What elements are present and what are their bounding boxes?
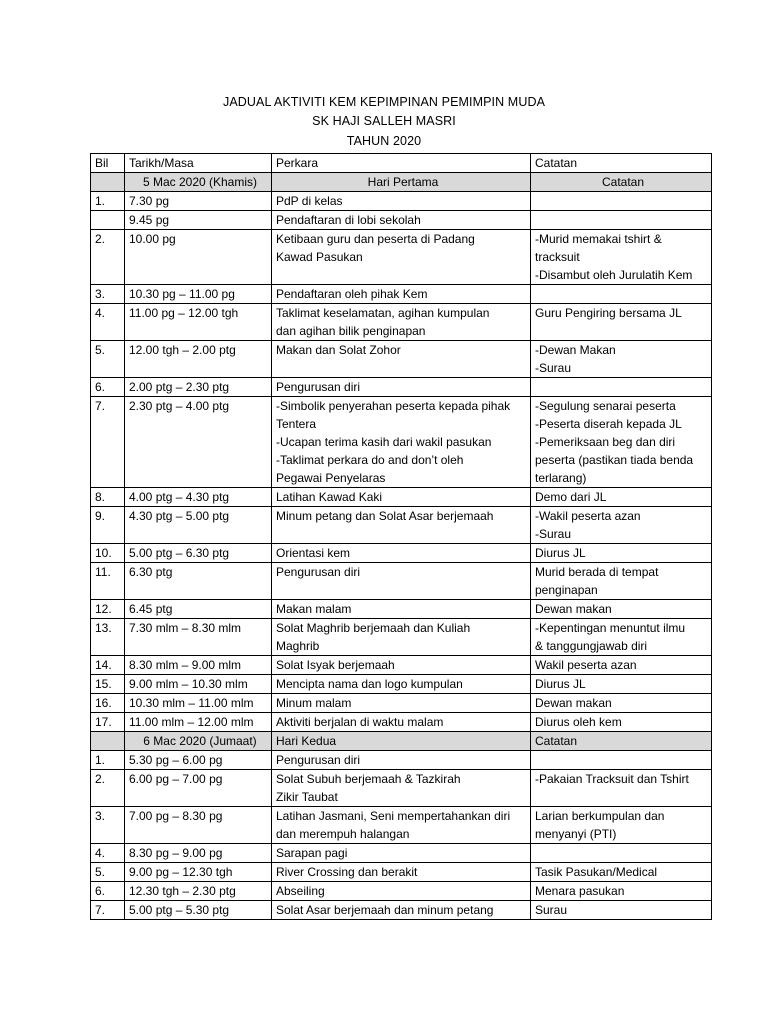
header-perkara: Perkara (272, 154, 531, 173)
cell-catatan (531, 882, 712, 901)
cell-tarikh-masa: 5.30 pg – 6.00 pg (125, 751, 272, 770)
cell-catatan (531, 713, 712, 732)
cell-bil (91, 173, 125, 192)
cell-catatan (531, 600, 712, 619)
cell-bil: 5. (91, 341, 125, 378)
catatan-line: Diurus JL (535, 677, 586, 691)
cell-catatan (531, 304, 712, 341)
cell-tarikh-masa: 4.00 ptg – 4.30 ptg (125, 488, 272, 507)
cell-tarikh-masa: 8.30 mlm – 9.00 mlm (125, 656, 272, 675)
cell-catatan (531, 285, 712, 304)
cell-tarikh-masa: 12.00 tgh – 2.00 ptg (125, 341, 272, 378)
catatan-line: menyanyi (PTI) (535, 827, 617, 841)
perkara-line: Aktiviti berjalan di waktu malam (276, 715, 444, 729)
cell-catatan (531, 211, 712, 230)
catatan-line: Catatan (601, 175, 645, 189)
cell-tarikh-masa: 2.00 ptg – 2.30 ptg (125, 378, 272, 397)
cell-perkara (272, 675, 531, 694)
table-row (91, 192, 712, 211)
cell-bil: 3. (91, 807, 125, 844)
cell-perkara (272, 807, 531, 844)
table-row (91, 863, 712, 882)
catatan-line: terlarang) (535, 471, 587, 485)
perkara-line: Zikir Taubat (276, 790, 338, 804)
cell-catatan (531, 732, 712, 751)
cell-tarikh-masa: 5.00 ptg – 5.30 ptg (125, 901, 272, 920)
cell-bil: 4. (91, 304, 125, 341)
table-row (91, 211, 712, 230)
table-row (91, 378, 712, 397)
cell-bil: 13. (91, 619, 125, 656)
table-row (91, 397, 712, 488)
catatan-line: Catatan (535, 734, 578, 748)
cell-perkara (272, 488, 531, 507)
cell-perkara (272, 397, 531, 488)
perkara-line: Ketibaan guru dan peserta di Padang (276, 232, 475, 246)
cell-perkara (272, 844, 531, 863)
cell-tarikh-masa: 6.00 pg – 7.00 pg (125, 770, 272, 807)
catatan-line: peserta (pastikan tiada benda (535, 453, 694, 467)
perkara-line: Abseiling (276, 884, 325, 898)
cell-perkara (272, 882, 531, 901)
cell-perkara (272, 656, 531, 675)
perkara-line: Makan malam (276, 602, 352, 616)
cell-bil: 3. (91, 285, 125, 304)
perkara-line: Solat Isyak berjemaah (276, 658, 395, 672)
perkara-line: River Crossing dan berakit (276, 865, 418, 879)
cell-tarikh-masa: 6 Mac 2020 (Jumaat) (125, 732, 272, 751)
day-header-row (91, 173, 712, 192)
catatan-line: -Surau (535, 527, 572, 541)
cell-bil: 16. (91, 694, 125, 713)
catatan-line: -Pemeriksaan beg dan diri (535, 435, 676, 449)
cell-perkara (272, 285, 531, 304)
perkara-line: PdP di kelas (276, 194, 343, 208)
cell-bil: 12. (91, 600, 125, 619)
table-row (91, 544, 712, 563)
table-row (91, 901, 712, 920)
header-tarikh-masa: Tarikh/Masa (125, 154, 272, 173)
catatan-line: Surau (535, 903, 568, 917)
cell-bil: 1. (91, 751, 125, 770)
cell-catatan (531, 173, 712, 192)
table-row (91, 882, 712, 901)
cell-catatan (531, 807, 712, 844)
cell-perkara (272, 211, 531, 230)
table-row (91, 341, 712, 378)
catatan-line: Dewan makan (535, 696, 612, 710)
cell-perkara (272, 901, 531, 920)
catatan-line: -Disambut oleh Jurulatih Kem (535, 268, 693, 282)
perkara-line: Pengurusan diri (276, 753, 361, 767)
table-header-row (91, 154, 712, 173)
perkara-line: Pengurusan diri (276, 380, 361, 394)
perkara-line: -Simbolik penyerahan peserta kepada pihak (276, 399, 511, 413)
cell-perkara (272, 378, 531, 397)
catatan-line: -Pakaian Tracksuit dan Tshirt (535, 772, 689, 786)
catatan-line: Murid berada di tempat (535, 565, 659, 579)
table-row (91, 694, 712, 713)
cell-tarikh-masa: 11.00 pg – 12.00 tgh (125, 304, 272, 341)
table-row (91, 507, 712, 544)
header-bil: Bil (91, 154, 125, 173)
perkara-line: Minum petang dan Solat Asar berjemaah (276, 509, 494, 523)
cell-bil: 4. (91, 844, 125, 863)
catatan-line: -Peserta diserah kepada JL (535, 417, 682, 431)
year-title: TAHUN 2020 (346, 134, 422, 148)
cell-tarikh-masa: 9.00 pg – 12.30 tgh (125, 863, 272, 882)
cell-tarikh-masa: 6.45 ptg (125, 600, 272, 619)
school-name: SK HAJI SALLEH MASRI (312, 114, 456, 128)
table-row (91, 675, 712, 694)
catatan-line: Tasik Pasukan/Medical (535, 865, 658, 879)
cell-tarikh-masa: 10.00 pg (125, 230, 272, 285)
catatan-line: penginapan (535, 583, 598, 597)
cell-bil: 17. (91, 713, 125, 732)
perkara-line: Makan dan Solat Zohor (276, 343, 401, 357)
cell-bil: 6. (91, 882, 125, 901)
cell-catatan (531, 544, 712, 563)
cell-bil: 2. (91, 770, 125, 807)
cell-catatan (531, 770, 712, 807)
cell-tarikh-masa: 7.30 pg (125, 192, 272, 211)
table-row (91, 488, 712, 507)
cell-bil: 1. (91, 192, 125, 211)
cell-tarikh-masa: 10.30 pg – 11.00 pg (125, 285, 272, 304)
cell-perkara (272, 341, 531, 378)
header-catatan: Catatan (531, 154, 712, 173)
cell-perkara (272, 507, 531, 544)
cell-tarikh-masa: 9.45 pg (125, 211, 272, 230)
table-row (91, 619, 712, 656)
perkara-line: Latihan Kawad Kaki (276, 490, 383, 504)
cell-bil: 2. (91, 230, 125, 285)
perkara-line: Tentera (276, 417, 317, 431)
perkara-line: Orientasi kem (276, 546, 351, 560)
perkara-line: Taklimat keselamatan, agihan kumpulan (276, 306, 490, 320)
perkara-line: Maghrib (276, 639, 320, 653)
perkara-line: -Taklimat perkara do and don’t oleh (276, 453, 464, 467)
cell-bil: 14. (91, 656, 125, 675)
perkara-line: Pendaftaran oleh pihak Kem (276, 287, 428, 301)
perkara-line: Latihan Jasmani, Seni mempertahankan diri (276, 809, 511, 823)
cell-catatan (531, 863, 712, 882)
cell-perkara (272, 600, 531, 619)
cell-tarikh-masa: 12.30 tgh – 2.30 ptg (125, 882, 272, 901)
cell-catatan (531, 378, 712, 397)
cell-catatan (531, 192, 712, 211)
cell-catatan (531, 488, 712, 507)
catatan-line: -Kepentingan menuntut ilmu (535, 621, 686, 635)
cell-catatan (531, 507, 712, 544)
cell-bil: 8. (91, 488, 125, 507)
cell-perkara (272, 304, 531, 341)
perkara-line: Pendaftaran di lobi sekolah (276, 213, 421, 227)
table-row (91, 844, 712, 863)
table-row (91, 713, 712, 732)
cell-bil: 11. (91, 563, 125, 600)
cell-perkara (272, 544, 531, 563)
perkara-line: Kawad Pasukan (276, 250, 363, 264)
cell-perkara (272, 770, 531, 807)
cell-tarikh-masa: 8.30 pg – 9.00 pg (125, 844, 272, 863)
cell-catatan (531, 397, 712, 488)
cell-perkara (272, 192, 531, 211)
perkara-line: -Ucapan terima kasih dari wakil pasukan (276, 435, 492, 449)
table-row (91, 285, 712, 304)
cell-tarikh-masa: 10.30 mlm – 11.00 mlm (125, 694, 272, 713)
cell-tarikh-masa: 5 Mac 2020 (Khamis) (125, 173, 272, 192)
catatan-line: Wakil peserta azan (535, 658, 637, 672)
cell-bil (91, 211, 125, 230)
catatan-line: Guru Pengiring bersama JL (535, 306, 682, 320)
cell-perkara (272, 563, 531, 600)
perkara-line: Sarapan pagi (276, 846, 348, 860)
cell-tarikh-masa: 2.30 ptg – 4.00 ptg (125, 397, 272, 488)
cell-catatan (531, 901, 712, 920)
catatan-line: -Segulung senarai peserta (535, 399, 676, 413)
cell-tarikh-masa: 4.30 ptg – 5.00 ptg (125, 507, 272, 544)
catatan-line: Diurus JL (535, 546, 586, 560)
cell-perkara (272, 713, 531, 732)
cell-bil: 15. (91, 675, 125, 694)
perkara-line: Pegawai Penyelaras (276, 471, 386, 485)
cell-tarikh-masa: 7.30 mlm – 8.30 mlm (125, 619, 272, 656)
perkara-line: Mencipta nama dan logo kumpulan (276, 677, 463, 691)
perkara-line: dan merempuh halangan (276, 827, 410, 841)
cell-catatan (531, 341, 712, 378)
catatan-line: -Surau (535, 361, 572, 375)
table-row (91, 304, 712, 341)
cell-catatan (531, 675, 712, 694)
perkara-line: Solat Subuh berjemaah & Tazkirah (276, 772, 461, 786)
cell-bil (91, 732, 125, 751)
perkara-line: Pengurusan diri (276, 565, 361, 579)
cell-tarikh-masa: 11.00 mlm – 12.00 mlm (125, 713, 272, 732)
table-row (91, 656, 712, 675)
table-row (91, 230, 712, 285)
catatan-line: Menara pasukan (535, 884, 625, 898)
cell-perkara (272, 863, 531, 882)
cell-tarikh-masa: 9.00 mlm – 10.30 mlm (125, 675, 272, 694)
cell-tarikh-masa: 5.00 ptg – 6.30 ptg (125, 544, 272, 563)
cell-bil: 5. (91, 863, 125, 882)
cell-perkara (272, 694, 531, 713)
catatan-line: Demo dari JL (535, 490, 607, 504)
cell-bil: 7. (91, 397, 125, 488)
catatan-line: & tanggungjawab diri (535, 639, 648, 653)
table-row (91, 807, 712, 844)
catatan-line: tracksuit (535, 250, 580, 264)
cell-catatan (531, 656, 712, 675)
cell-catatan (531, 751, 712, 770)
cell-tarikh-masa: 6.30 ptg (125, 563, 272, 600)
catatan-line: Diurus oleh kem (535, 715, 622, 729)
table-row (91, 600, 712, 619)
cell-catatan (531, 619, 712, 656)
cell-catatan (531, 563, 712, 600)
document-title: JADUAL AKTIVITI KEM KEPIMPINAN PEMIMPIN MUDA (222, 95, 546, 109)
cell-perkara: Hari Pertama (272, 173, 531, 192)
day-header-row (91, 732, 712, 751)
catatan-line: -Murid memakai tshirt & (535, 232, 662, 246)
cell-perkara (272, 619, 531, 656)
cell-tarikh-masa: 7.00 pg – 8.30 pg (125, 807, 272, 844)
catatan-line: -Dewan Makan (535, 343, 616, 357)
cell-catatan (531, 230, 712, 285)
schedule-table (90, 153, 712, 920)
cell-catatan (531, 844, 712, 863)
cell-perkara (272, 230, 531, 285)
cell-bil: 10. (91, 544, 125, 563)
cell-catatan (531, 694, 712, 713)
cell-perkara: Hari Kedua (272, 732, 531, 751)
cell-bil: 9. (91, 507, 125, 544)
perkara-line: Minum malam (276, 696, 352, 710)
cell-bil: 6. (91, 378, 125, 397)
cell-perkara (272, 751, 531, 770)
cell-bil: 7. (91, 901, 125, 920)
perkara-line: Solat Maghrib berjemaah dan Kuliah (276, 621, 471, 635)
perkara-line: dan agihan bilik penginapan (276, 324, 426, 338)
table-row (91, 563, 712, 600)
catatan-line: Larian berkumpulan dan (535, 809, 665, 823)
table-row (91, 770, 712, 807)
catatan-line: -Wakil peserta azan (535, 509, 641, 523)
perkara-line: Solat Asar berjemaah dan minum petang (276, 903, 494, 917)
table-row (91, 751, 712, 770)
catatan-line: Dewan makan (535, 602, 612, 616)
